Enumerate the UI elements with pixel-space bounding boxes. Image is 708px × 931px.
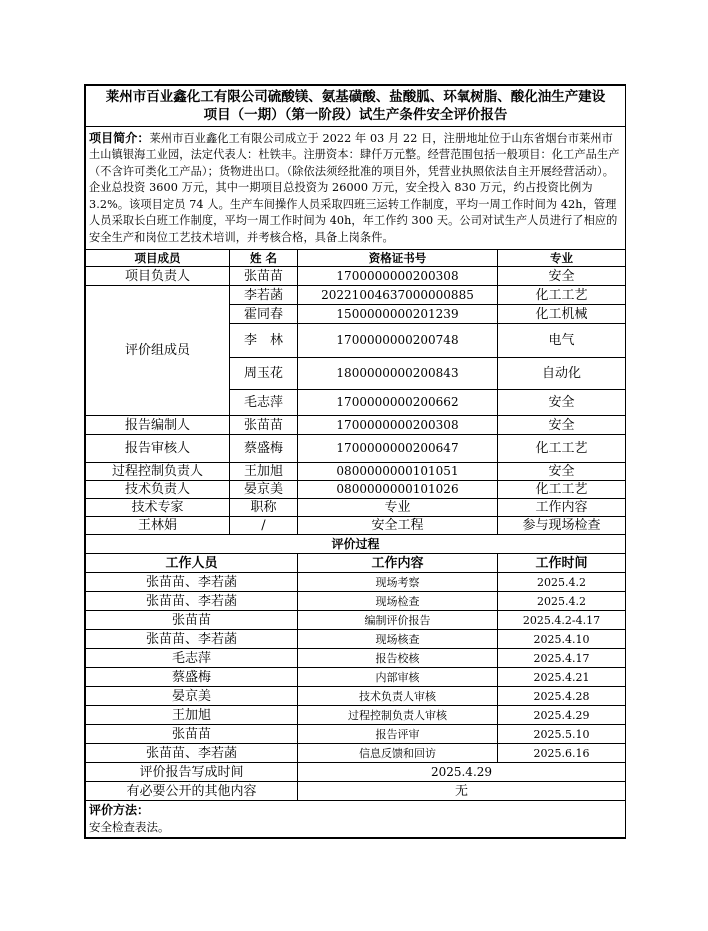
leader-role: 项目负责人: [86, 267, 230, 286]
header-cert: 资格证书号: [298, 250, 498, 267]
process-content: 报告校核: [298, 649, 498, 668]
tech-lead-cert: 0800000000101026: [298, 481, 498, 499]
leader-row: [86, 267, 626, 286]
process-section-title: 评价过程: [86, 535, 626, 554]
process-time: 2025.4.10: [498, 630, 626, 649]
expert-content: 参与现场检查: [498, 517, 626, 535]
editor-row: [86, 416, 626, 435]
process-time: 2025.4.21: [498, 668, 626, 687]
members-header-row: [86, 250, 626, 267]
leader-name: 张苗苗: [230, 267, 298, 286]
process-row: [86, 725, 626, 744]
reviewer-role: 报告审核人: [86, 435, 230, 463]
expert-header-role: 技术专家: [86, 499, 230, 517]
process-control-role: 过程控制负责人: [86, 463, 230, 481]
eval-member-name: 李 林: [230, 324, 298, 358]
reviewer-row: [86, 435, 626, 463]
process-row: [86, 687, 626, 706]
process-people: 蔡盛梅: [86, 668, 298, 687]
evaluation-method: [86, 801, 626, 838]
report-time-row: [86, 763, 626, 782]
other-content-label: 有必要公开的其他内容: [86, 782, 298, 801]
process-control-cert: 0800000000101051: [298, 463, 498, 481]
eval-member-cert: 1700000000200748: [298, 324, 498, 358]
process-people: 张苗苗: [86, 725, 298, 744]
editor-major: 安全: [498, 416, 626, 435]
process-content: 现场检查: [298, 592, 498, 611]
title-line-1: 莱州市百业鑫化工有限公司硫酸镁、氨基磺酸、盐酸胍、环氧树脂、酸化油生产建设: [105, 89, 606, 105]
eval-member-major: 化工工艺: [498, 286, 626, 305]
process-time: 2025.4.17: [498, 649, 626, 668]
process-time: 2025.5.10: [498, 725, 626, 744]
other-content-value: 无: [298, 782, 626, 801]
eval-member-name: 周玉花: [230, 358, 298, 390]
process-header-content: 工作内容: [298, 554, 498, 573]
other-content-row: [86, 782, 626, 801]
process-control-major: 安全: [498, 463, 626, 481]
report-time-label: 评价报告写成时间: [86, 763, 298, 782]
process-time: 2025.4.29: [498, 706, 626, 725]
process-row: [86, 611, 626, 630]
eval-member-major: 自动化: [498, 358, 626, 390]
reviewer-name: 蔡盛梅: [230, 435, 298, 463]
report-title: [86, 86, 626, 127]
process-time: 2025.4.2: [498, 592, 626, 611]
eval-member-name: 霍同春: [230, 305, 298, 324]
eval-member-cert: 1500000000201239: [298, 305, 498, 324]
process-time: 2025.6.16: [498, 744, 626, 763]
process-row: [86, 668, 626, 687]
process-content: 过程控制负责人审核: [298, 706, 498, 725]
process-header-people: 工作人员: [86, 554, 298, 573]
expert-header-title: 职称: [230, 499, 298, 517]
report-time-value: 2025.4.29: [298, 763, 626, 782]
eval-member-cert: 20221004637000000885: [298, 286, 498, 305]
eval-member-name: 毛志萍: [230, 390, 298, 416]
expert-header-row: [86, 499, 626, 517]
process-people: 毛志萍: [86, 649, 298, 668]
process-content: 信息反馈和回访: [298, 744, 498, 763]
process-time: 2025.4.2: [498, 573, 626, 592]
process-people: 张苗苗、李若菡: [86, 573, 298, 592]
process-content: 技术负责人审核: [298, 687, 498, 706]
tech-lead-name: 晏京美: [230, 481, 298, 499]
process-row: [86, 649, 626, 668]
process-people: 张苗苗、李若菡: [86, 630, 298, 649]
process-header-time: 工作时间: [498, 554, 626, 573]
process-control-name: 王加旭: [230, 463, 298, 481]
header-name: 姓 名: [230, 250, 298, 267]
expert-row: [86, 517, 626, 535]
expert-name: 王林娟: [86, 517, 230, 535]
process-people: 王加旭: [86, 706, 298, 725]
leader-cert: 1700000000200308: [298, 267, 498, 286]
process-people: 张苗苗: [86, 611, 298, 630]
reviewer-cert: 1700000000200647: [298, 435, 498, 463]
process-row: [86, 706, 626, 725]
process-content: 现场核查: [298, 630, 498, 649]
intro-row: [86, 127, 626, 250]
method-text: 安全检查表法。: [89, 820, 170, 834]
eval-member-cert: 1800000000200843: [298, 358, 498, 390]
evaluation-report-document: [84, 84, 626, 839]
eval-member-row: [86, 286, 626, 305]
report-table: [85, 85, 626, 838]
tech-lead-major: 化工工艺: [498, 481, 626, 499]
intro-text: 莱州市百业鑫化工有限公司成立于 2022 年 03 月 22 日，注册地址位于山东省烟台市莱州市土山镇银海工业园，法定代表人：杜铁丰。注册资本：肆仟万元整。经营范围包括一般项目：化工产品生产（不含许可类化工产品）；货物进出口。（除依法须经批准的项目外，凭营业执照依法自主开展经营活动）。企业总投资 3600 万元，其中一期项目总投资为 26000 万元，安全投入 830 万元，约占投资比例为 3.2%。该项目定员 74 人。生产车间操作人员采取四班三运转工作制度，平均一周工作时间为 42h，管理人员采取长白班工作制度，平均一周工作时间为 40h，年工作约 300 天。公司对试生产人员进行了相应的安全生产和岗位工艺技术培训，并考核合格，具备上岗条件。: [89, 131, 620, 244]
header-role: 项目成员: [86, 250, 230, 267]
title-row: [86, 86, 626, 127]
intro-label: 项目简介：: [89, 130, 150, 145]
editor-cert: 1700000000200308: [298, 416, 498, 435]
editor-role: 报告编制人: [86, 416, 230, 435]
process-content: 报告评审: [298, 725, 498, 744]
project-intro: [86, 127, 626, 250]
process-people: 晏京美: [86, 687, 298, 706]
process-time: 2025.4.2-4.17: [498, 611, 626, 630]
process-header-row: [86, 554, 626, 573]
eval-group-role: 评价组成员: [86, 286, 230, 416]
process-control-row: [86, 463, 626, 481]
reviewer-major: 化工工艺: [498, 435, 626, 463]
tech-lead-row: [86, 481, 626, 499]
method-label: 评价方法：: [89, 803, 150, 817]
process-time: 2025.4.28: [498, 687, 626, 706]
process-content: 编制评价报告: [298, 611, 498, 630]
process-row: [86, 630, 626, 649]
title-line-2: 项目（一期）（第一阶段）试生产条件安全评价报告: [203, 107, 508, 123]
process-row: [86, 592, 626, 611]
editor-name: 张苗苗: [230, 416, 298, 435]
process-title-row: [86, 535, 626, 554]
tech-lead-role: 技术负责人: [86, 481, 230, 499]
eval-member-major: 化工机械: [498, 305, 626, 324]
eval-member-cert: 1700000000200662: [298, 390, 498, 416]
header-major: 专业: [498, 250, 626, 267]
process-people: 张苗苗、李若菡: [86, 744, 298, 763]
process-row: [86, 573, 626, 592]
expert-header-content: 工作内容: [498, 499, 626, 517]
eval-member-major: 电气: [498, 324, 626, 358]
process-people: 张苗苗、李若菡: [86, 592, 298, 611]
expert-header-major: 专业: [298, 499, 498, 517]
expert-title: /: [230, 517, 298, 535]
process-row: [86, 744, 626, 763]
process-content: 现场考察: [298, 573, 498, 592]
process-content: 内部审核: [298, 668, 498, 687]
eval-member-name: 李若菡: [230, 286, 298, 305]
method-row: [86, 801, 626, 838]
eval-member-major: 安全: [498, 390, 626, 416]
expert-major: 安全工程: [298, 517, 498, 535]
leader-major: 安全: [498, 267, 626, 286]
